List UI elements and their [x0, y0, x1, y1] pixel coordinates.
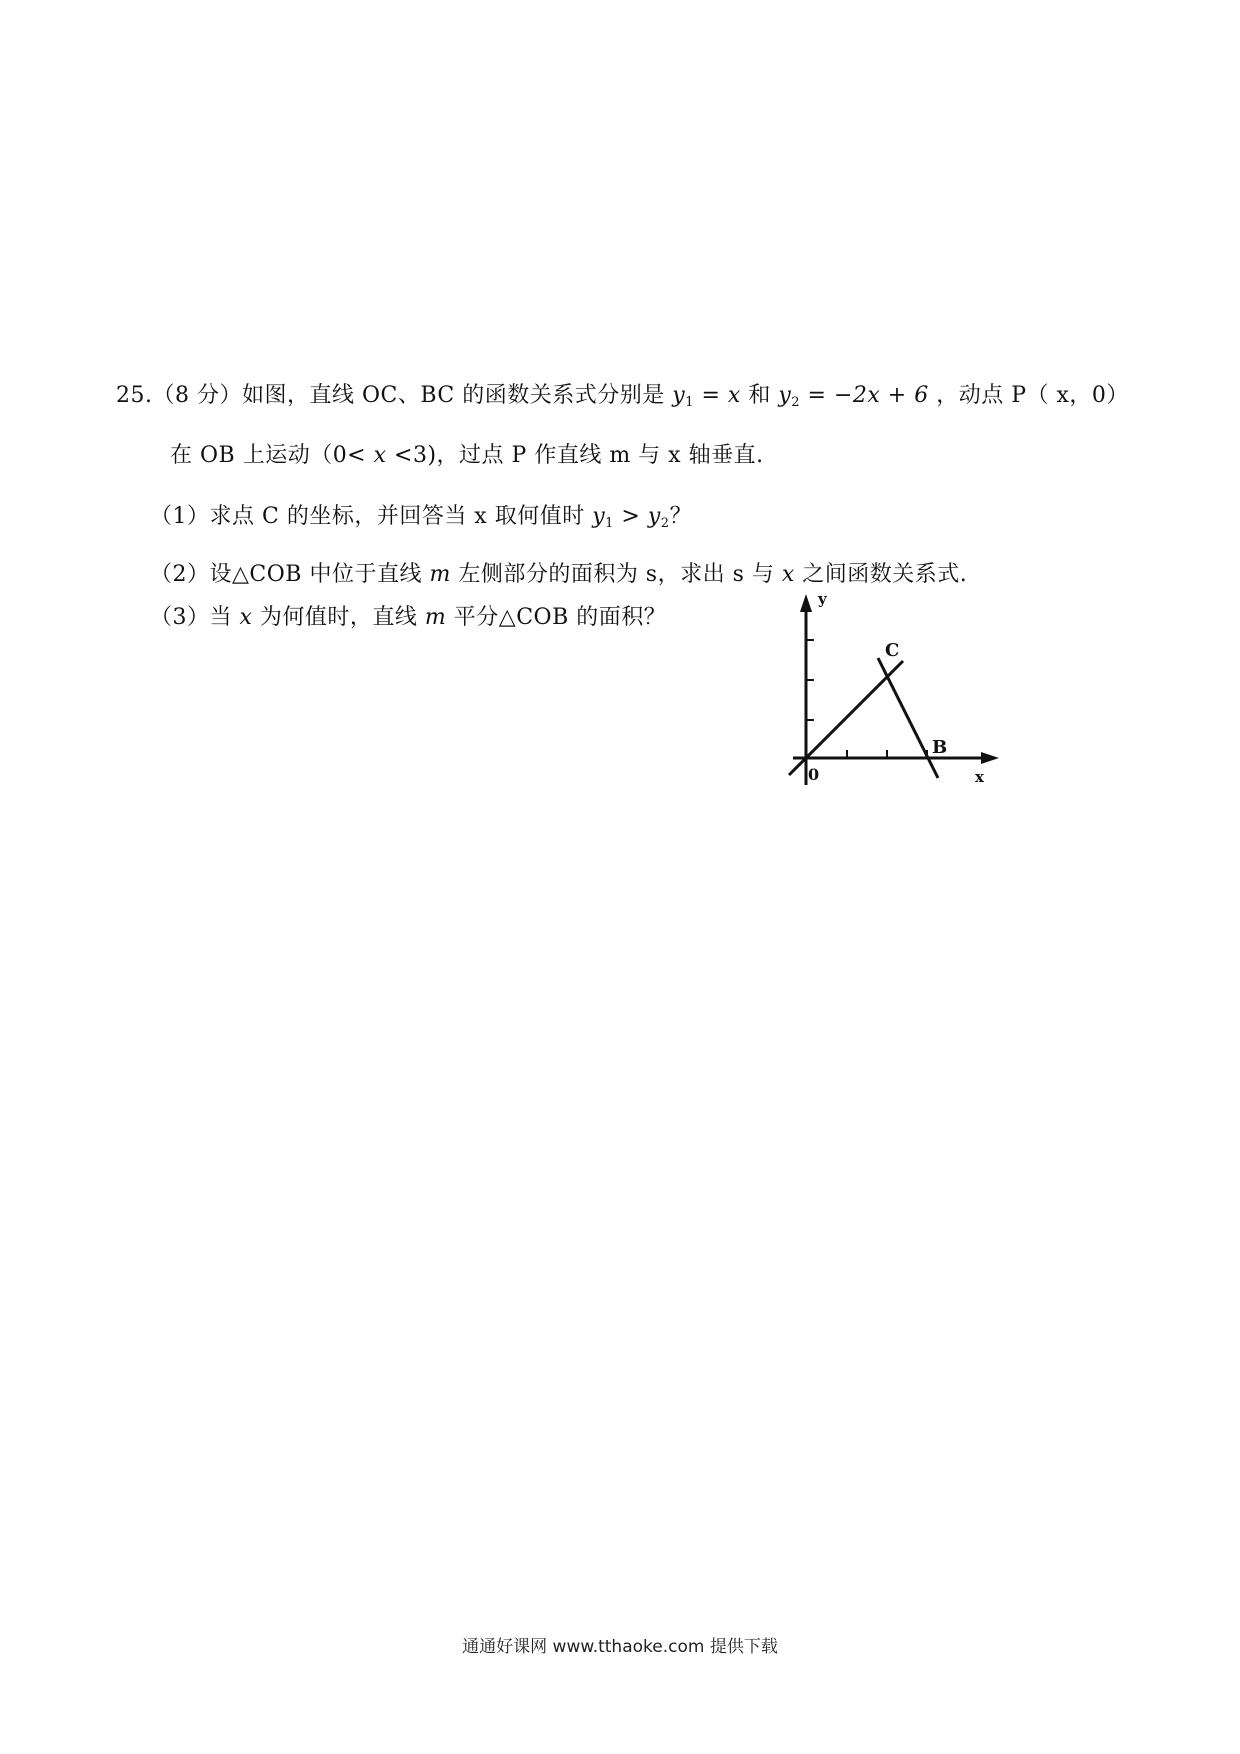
y-axis-arrow: [800, 594, 812, 612]
y-axis-label: y: [818, 590, 827, 608]
and-text: 和: [748, 383, 779, 408]
question-2-end-text: 之间函数关系式.: [802, 562, 968, 587]
q2-m-variable: m: [421, 562, 459, 587]
problem-line-2: [170, 441, 764, 471]
question-3-mid-text: 为何值时，直线: [259, 605, 418, 630]
q3-m-variable: m: [417, 605, 454, 630]
problem-lead-text: 25.（8 分）如图，直线 OC、BC 的函数关系式分别是: [116, 383, 665, 408]
q2-x-variable: x: [774, 562, 803, 587]
q1-yb-subscript: 2: [660, 516, 670, 531]
y2-variable: y: [778, 383, 792, 408]
question-2-mid-text: 左侧部分的面积为 s，求出 s 与: [458, 562, 775, 587]
y1-subscript: 1: [685, 395, 694, 410]
question-3-end-text: 平分△COB 的面积？: [453, 605, 667, 630]
point-b-label: B: [932, 737, 948, 758]
question-3: [150, 603, 666, 633]
question-1: [150, 502, 692, 539]
range-x-variable: x: [366, 443, 395, 468]
question-2-text: （2）设△COB 中位于直线: [150, 562, 422, 587]
question-2: [150, 560, 967, 590]
q1-question-mark: ？: [669, 504, 693, 529]
origin-label: 0: [808, 765, 820, 784]
q1-ya-subscript: 1: [605, 516, 614, 531]
question-3-text: （3）当: [150, 605, 232, 630]
y1-variable: y: [672, 383, 686, 408]
range-post-text: <3)，过点 P 作直线 m 与 x 轴垂直.: [394, 443, 764, 468]
q1-ya-variable: y: [592, 504, 606, 529]
line-bc: [878, 658, 938, 778]
coordinate-figure: [775, 590, 1015, 800]
moving-point-text: ，动点 P（ x，0）: [936, 383, 1129, 408]
question-1-text: （1）求点 C 的坐标，并回答当 x 取何值时: [150, 504, 585, 529]
x-axis-arrow: [981, 752, 999, 764]
q1-yb-variable: y: [647, 504, 661, 529]
q1-greater-than: >: [613, 504, 648, 529]
y2-subscript: 2: [791, 395, 801, 410]
problem-line-1: [116, 381, 1129, 418]
range-pre-text: 在 OB 上运动（0<: [170, 443, 367, 468]
point-c-label: C: [885, 640, 900, 661]
equation-1: = x: [701, 383, 741, 408]
equation-2: = −2x + 6: [807, 383, 929, 408]
x-axis-label: x: [975, 768, 984, 786]
page-footer: 通通好课网 www.tthaoke.com 提供下载: [462, 1637, 778, 1657]
q3-x-variable: x: [232, 605, 260, 630]
